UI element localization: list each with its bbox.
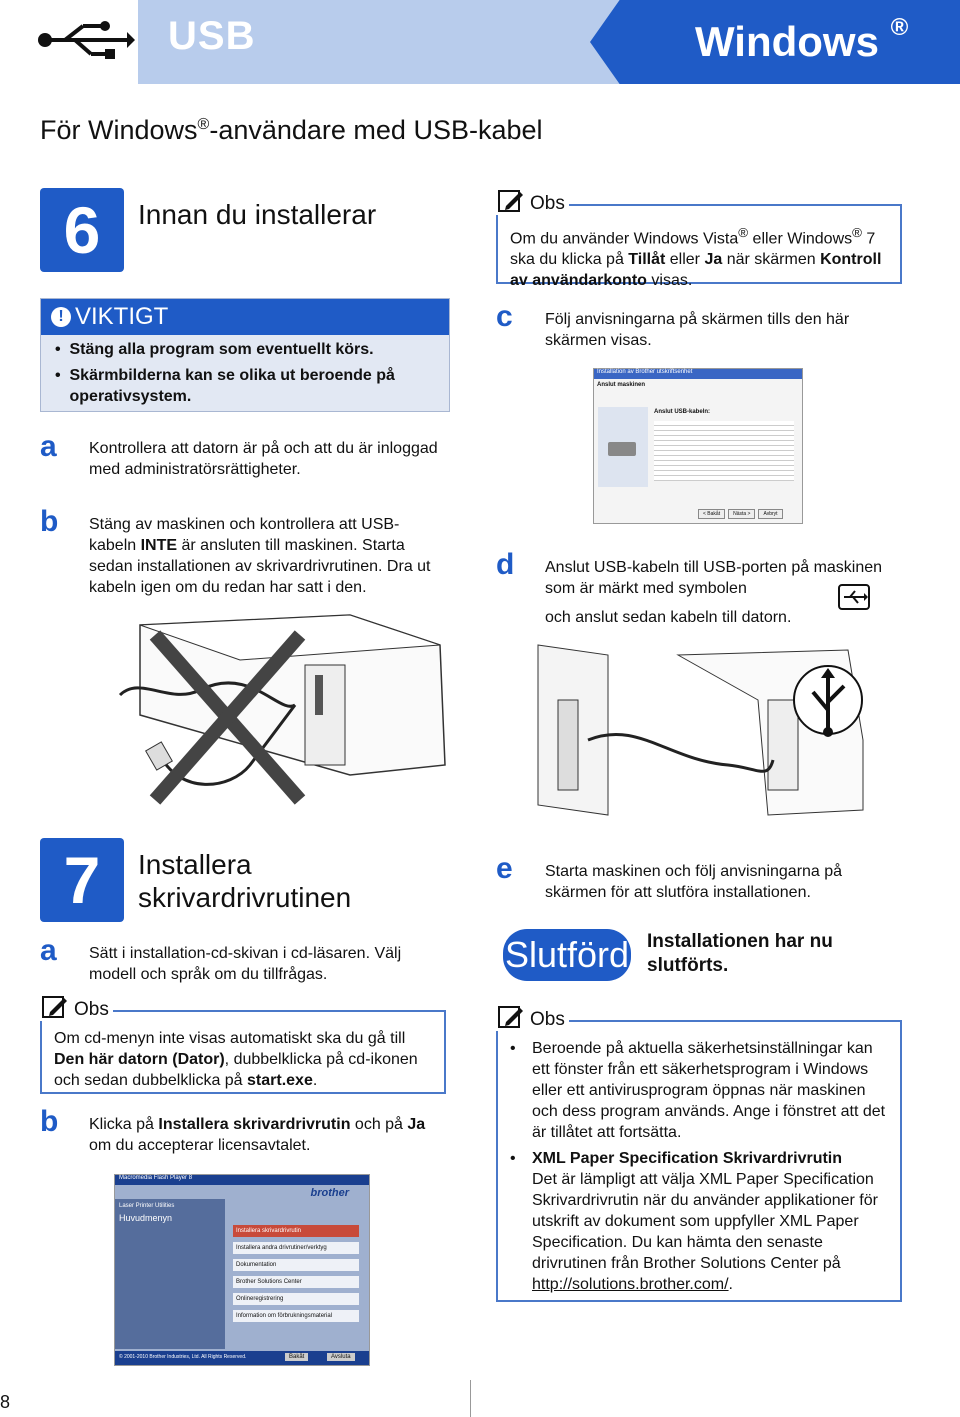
menu-list (233, 1225, 359, 1327)
installer-dialog-screenshot (593, 368, 803, 524)
menu-item[interactable]: Information om förbrukningsmaterial (233, 1310, 359, 1322)
usb-illustration (598, 407, 648, 487)
step-letter: e (496, 852, 513, 885)
step-number: 6 (40, 188, 124, 272)
back-button[interactable]: Bakåt (285, 1353, 308, 1361)
instruction-text: Klicka på Installera skrivardrivrutin och på Ja om du accepterar licensavtalet. (89, 1116, 426, 1154)
instruction-text: Anslut USB-kabeln till USB-porten på maskinen som är märkt med symbolen (545, 559, 883, 597)
banner-usb-label: USB (168, 14, 256, 58)
menu-item-install-driver[interactable]: Installera skrivardrivrutin (233, 1225, 359, 1237)
menu-heading: Huvudmenyn (119, 1213, 173, 1223)
pencil-icon (42, 996, 68, 1020)
finished-badge: Slutförd (503, 929, 631, 981)
step-letter: a (40, 430, 57, 463)
computer-printer-illustration (528, 640, 868, 820)
menu-item[interactable]: Dokumentation (233, 1259, 359, 1271)
page-title: För Windows®-användare med USB-kabel (40, 115, 543, 145)
important-title: VIKTIGT (75, 303, 169, 330)
note-item: • XML Paper Specification Skrivardrivrutin Det är lämpligt att välja XML Paper Specification Skrivardrivrutin när du använder applikationer för utskrift av dokument som uppfyller XML Paper Specification. Du kan hämta den senaste drivrutinen från Brother Solutions Center på http://solutions.brother.com/. (510, 1150, 878, 1293)
note-header: Obs (494, 1006, 569, 1031)
step-letter: b (40, 1105, 59, 1138)
step-number: 7 (40, 838, 124, 922)
back-button[interactable]: < Bakåt (698, 509, 725, 519)
step-title: Innan du installerar (138, 199, 377, 230)
step-letter: c (496, 300, 513, 333)
important-item: • Stäng alla program som eventuellt körs. (55, 341, 374, 358)
step-title: Installera skrivardrivrutinen (138, 849, 352, 913)
note-text: Om cd-menyn inte visas automatiskt ska du gå till Den här datorn (Dator), dubbelklicka på cd-ikonen och sedan dubbelklicka på start.exe. (54, 1030, 418, 1089)
instruction-text: Kontrollera att datorn är på och att du är inloggad med administratörsrättigheter. (89, 440, 438, 478)
quit-button[interactable]: Avsluta (327, 1353, 355, 1361)
dialog-subtitle: Anslut maskinen (597, 382, 646, 388)
printer-cable-illustration (110, 605, 455, 805)
page-number: 8 (0, 1392, 11, 1412)
note-box (496, 1009, 902, 1302)
important-item: • Skärmbilderna kan se olika ut beroende på operativsystem. (55, 367, 395, 405)
copyright: © 2001-2010 Brother Industries, Ltd. All Rights Reserved. (119, 1354, 247, 1360)
instruction-text: Följ anvisningarna på skärmen tills den här skärmen visas. (545, 311, 850, 349)
step-letter: d (496, 548, 515, 581)
instruction-text: Starta maskinen och följ anvisningarna på skärmen för att slutföra installationen. (545, 863, 843, 901)
menu-item[interactable]: Brother Solutions Center (233, 1276, 359, 1288)
instruction-text: och anslut sedan kabeln till datorn. (545, 609, 792, 626)
menu-item[interactable]: Installera andra drivrutiner/verktyg (233, 1242, 359, 1254)
note-item: • Beroende på aktuella säkerhetsinställningar kan ett fönster från ett säkerhetsprogram i Windows eller ett antivirusprogram öppnas när maskinen och dess program används. Ange i fönstret att det är tillåtet att fortsätta. (510, 1040, 886, 1141)
finished-text: Installationen har nu slutförts. (647, 931, 833, 976)
note-box (40, 999, 446, 1094)
cancel-button[interactable]: Avbryt (758, 509, 782, 519)
note-header: Obs (38, 996, 113, 1021)
note-header: Obs (494, 190, 569, 215)
step-letter: b (40, 505, 59, 538)
usb-icon (35, 20, 135, 60)
note-text: Om du använder Windows Vista® eller Windows® 7 ska du klicka på Tillåt eller Ja när skärmen Kontroll av användarkonto visas. (510, 225, 882, 290)
warning-icon: ! (51, 307, 71, 327)
important-header (41, 299, 449, 335)
menu-item[interactable]: Onlineregistrering (233, 1293, 359, 1305)
window-title: Macromedia Flash Player 8 (115, 1175, 369, 1185)
next-button[interactable]: Nästa > (728, 509, 755, 519)
divider (470, 1380, 471, 1417)
instruction-text: Sätt i installation-cd-skivan i cd-läsaren. Välj modell och språk om du tillfrågas. (89, 945, 402, 983)
note-box (496, 193, 902, 290)
banner-windows-label: Windows ® (695, 14, 909, 65)
brand-logo: brother (310, 1187, 349, 1199)
pencil-icon (498, 190, 524, 214)
instruction-text: Stäng av maskinen och kontrollera att USB-kabeln INTE är ansluten till maskinen. Starta sedan installationen av skrivardrivrutinen. Dra ut kabeln igen om du redan har satt i den. (89, 516, 431, 596)
step-letter: a (40, 934, 57, 967)
pencil-icon (498, 1006, 524, 1030)
dialog-heading: Anslut USB-kabeln: (654, 409, 711, 415)
solutions-link[interactable]: http://solutions.brother.com/ (532, 1276, 729, 1293)
cd-menu-screenshot (114, 1174, 370, 1366)
dialog-title: Installation av Brother utskriftsenhet (594, 369, 802, 379)
menu-subtitle: Laser Printer Utilities (119, 1203, 175, 1209)
important-box (40, 298, 450, 412)
